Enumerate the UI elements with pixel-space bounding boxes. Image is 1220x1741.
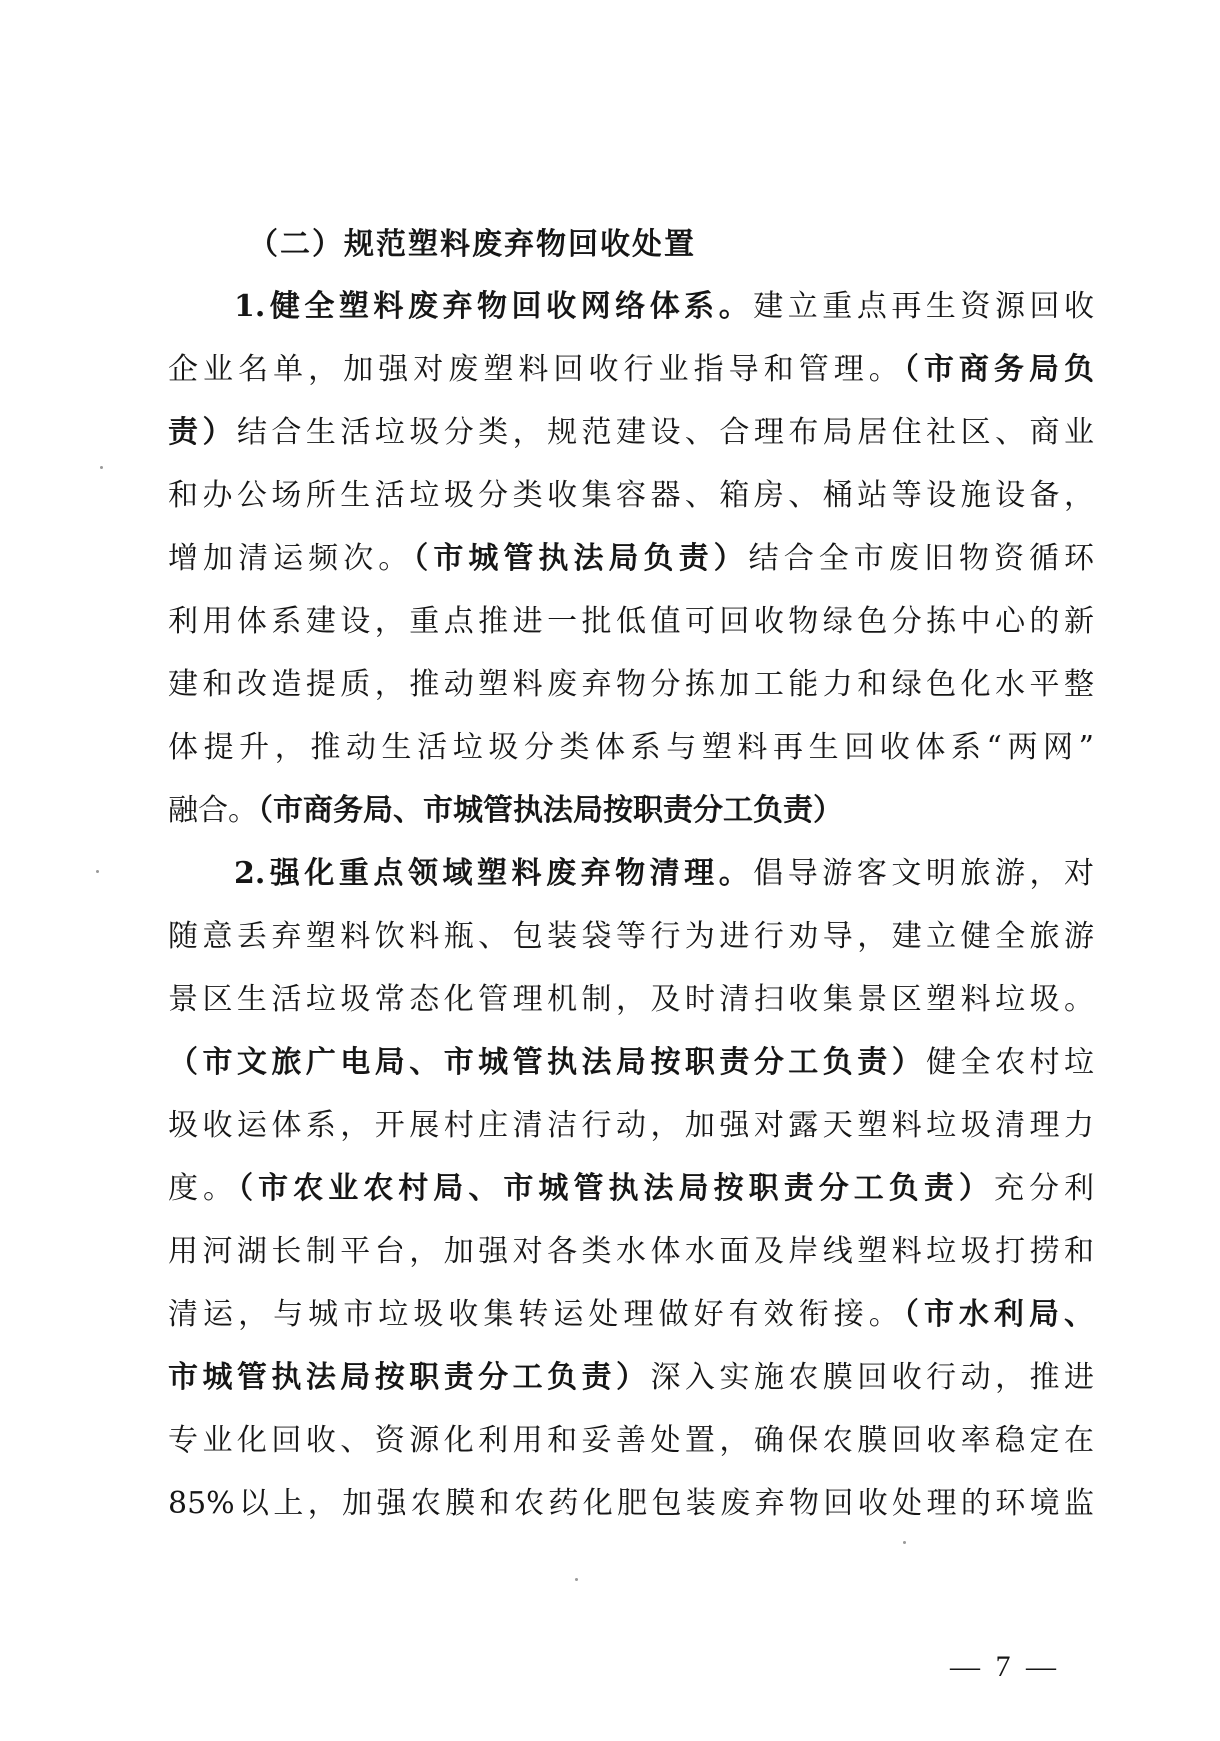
item1-title: 1.健全塑料废弃物回收网络体系。 [234,289,754,324]
item2-line-8: 清运，与城市垃圾收集转运处理做好有效衔接。（市水利局、 [168,1297,1095,1332]
page-number: — 7 — [950,1650,1060,1683]
item2-line-7: 用河湖长制平台，加强对各类水体水面及岸线塑料垃圾打捞和 [168,1234,1094,1269]
item2-line-6: 度。（市农业农村局、市城管执法局按职责分工负责）充分利 [168,1171,1095,1206]
item2-line-11: 85%以上，加强农膜和农药化肥包装废弃物回收处理的环境监 [168,1486,1094,1521]
item1-line-3: 责）结合生活垃圾分类，规范建设、合理布局居住社区、商业 [168,415,1095,450]
item2-line-4: （市文旅广电局、市城管执法局按职责分工负责）健全农村垃 [168,1045,1095,1080]
scan-speck [903,1541,906,1544]
scan-speck [96,870,99,873]
item1-line-5: 增加清运频次。（市城管执法局负责）结合全市废旧物资循环 [168,541,1095,576]
item1-line-1: 1.健全塑料废弃物回收网络体系。建立重点再生资源回收 [234,289,1095,324]
item1-line-8: 体提升，推动生活垃圾分类体系与塑料再生回收体系“两网” [168,730,1094,765]
item2-line-2: 随意丢弃塑料饮料瓶、包装袋等行为进行劝导，建立健全旅游 [168,919,1094,954]
item2-line-1: 2.强化重点领域塑料废弃物清理。倡导游客文明旅游，对 [234,856,1095,891]
item2-line-10: 专业化回收、资源化利用和妥善处置，确保农膜回收率稳定在 [168,1423,1094,1458]
item2-line-3: 景区生活垃圾常态化管理机制，及时清扫收集景区塑料垃圾。 [168,982,1094,1017]
item2-line-5: 圾收运体系，开展村庄清洁行动，加强对露天塑料垃圾清理力 [168,1108,1094,1143]
scan-speck [575,1578,578,1581]
item1-line-9: 融合。（市商务局、市城管执法局按职责分工负责） [168,793,843,828]
item1-line-4: 和办公场所生活垃圾分类收集容器、箱房、桶站等设施设备， [168,478,1094,513]
item1-line-7: 建和改造提质，推动塑料废弃物分拣加工能力和绿色化水平整 [168,667,1094,702]
scan-speck [100,466,103,469]
item1-line-6: 利用体系建设，重点推进一批低值可回收物绿色分拣中心的新 [168,604,1094,639]
item1-line-2: 企业名单，加强对废塑料回收行业指导和管理。（市商务局负 [168,352,1095,387]
item2-line-9: 市城管执法局按职责分工负责）深入实施农膜回收行动，推进 [168,1360,1095,1395]
section-heading: （二）规范塑料废弃物回收处置 [248,227,696,262]
item2-title: 2.强化重点领域塑料废弃物清理。 [234,856,754,891]
